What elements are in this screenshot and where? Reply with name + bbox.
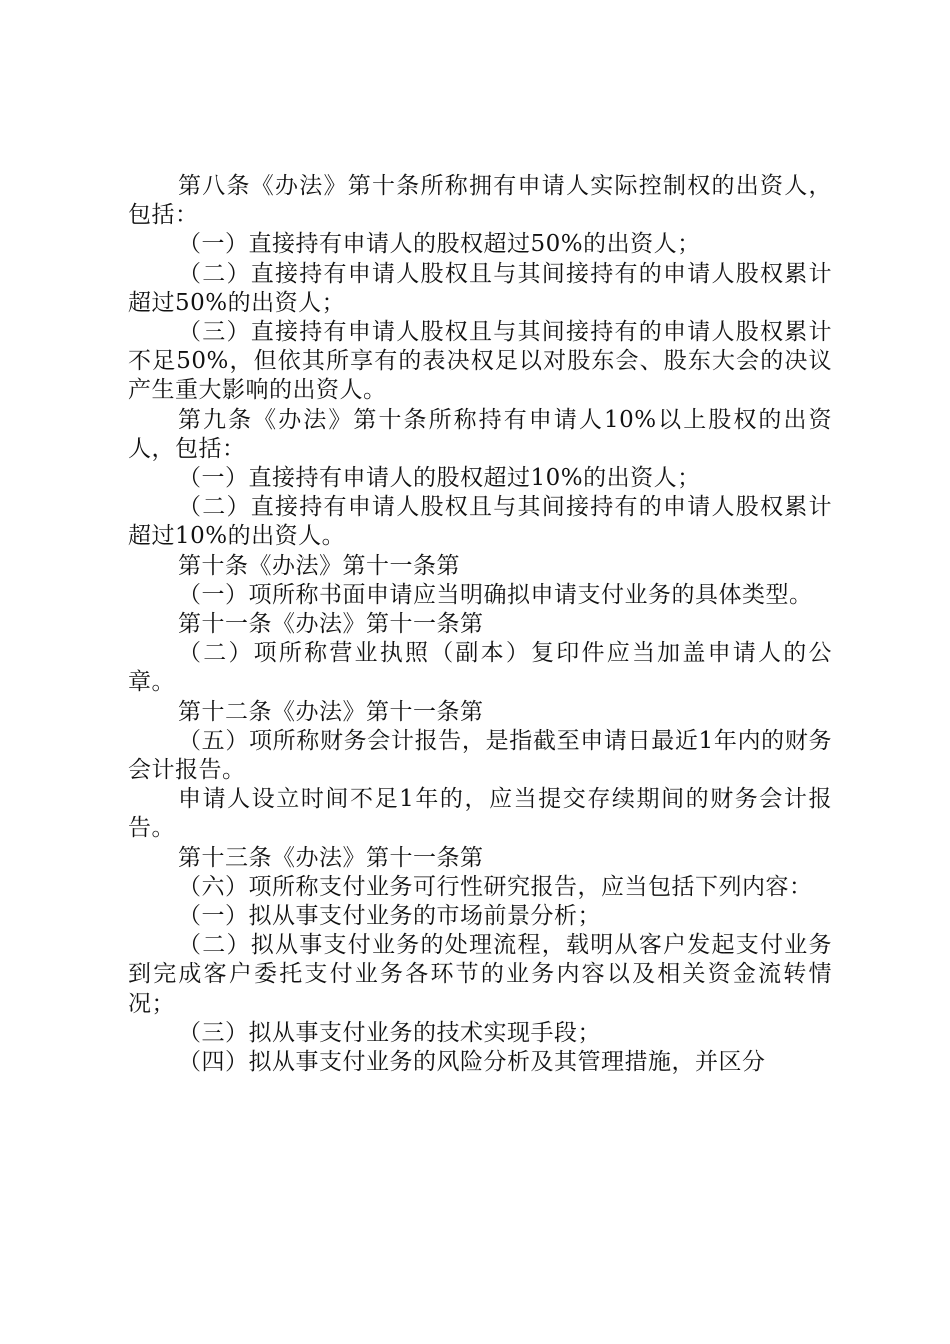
paragraph-article-10-item-1: （一）项所称书面申请应当明确拟申请支付业务的具体类型。 bbox=[178, 581, 813, 608]
paragraph-article-13-sub-4: （四）拟从事支付业务的风险分析及其管理措施，并区分 bbox=[178, 1049, 766, 1076]
paragraph-article-13-sub-1: （一）拟从事支付业务的市场前景分析； bbox=[178, 903, 601, 930]
paragraph-article-11: 第十一条《办法》第十一条第 bbox=[178, 611, 484, 638]
paragraph-article-13-item-6: （六）项所称支付业务可行性研究报告，应当包括下列内容： bbox=[178, 873, 813, 900]
paragraph-article-8-item-2: （二）直接持有申请人股权且与其间接持有的申请人股权累计超过50%的出资人； bbox=[128, 260, 832, 316]
paragraph-article-9-item-2: （二）直接持有申请人股权且与其间接持有的申请人股权累计超过10%的出资人。 bbox=[128, 494, 832, 550]
paragraph-article-13-sub-3: （三）拟从事支付业务的技术实现手段； bbox=[178, 1019, 601, 1046]
paragraph-article-11-item-2: （二）项所称营业执照（副本）复印件应当加盖申请人的公章。 bbox=[128, 640, 832, 696]
paragraph-article-8-item-3: （三）直接持有申请人股权且与其间接持有的申请人股权累计不足50%，但依其所享有的表决权足以对股东会、股东大会的决议产生重大影响的出资人。 bbox=[128, 319, 832, 404]
paragraph-article-13-sub-2: （二）拟从事支付业务的处理流程，载明从客户发起支付业务到完成客户委托支付业务各环节的业务内容以及相关资金流转情况； bbox=[128, 932, 832, 1017]
paragraph-article-9: 第九条《办法》第十条所称持有申请人10%以上股权的出资人，包括： bbox=[128, 406, 832, 462]
paragraph-article-12-note: 申请人设立时间不足1年的，应当提交存续期间的财务会计报告。 bbox=[128, 786, 832, 842]
paragraph-article-9-item-1: （一）直接持有申请人的股权超过10%的出资人； bbox=[178, 465, 701, 492]
paragraph-article-12-item-5: （五）项所称财务会计报告，是指截至申请日最近1年内的财务会计报告。 bbox=[128, 727, 832, 784]
document-body bbox=[128, 172, 832, 1077]
paragraph-article-10: 第十条《办法》第十一条第 bbox=[178, 552, 460, 579]
paragraph-article-8-item-1: （一）直接持有申请人的股权超过50%的出资人； bbox=[178, 231, 701, 258]
paragraph-article-12: 第十二条《办法》第十一条第 bbox=[178, 698, 484, 725]
paragraph-article-8: 第八条《办法》第十条所称拥有申请人实际控制权的出资人，包括： bbox=[128, 173, 832, 229]
paragraph-article-13: 第十三条《办法》第十一条第 bbox=[178, 844, 484, 871]
